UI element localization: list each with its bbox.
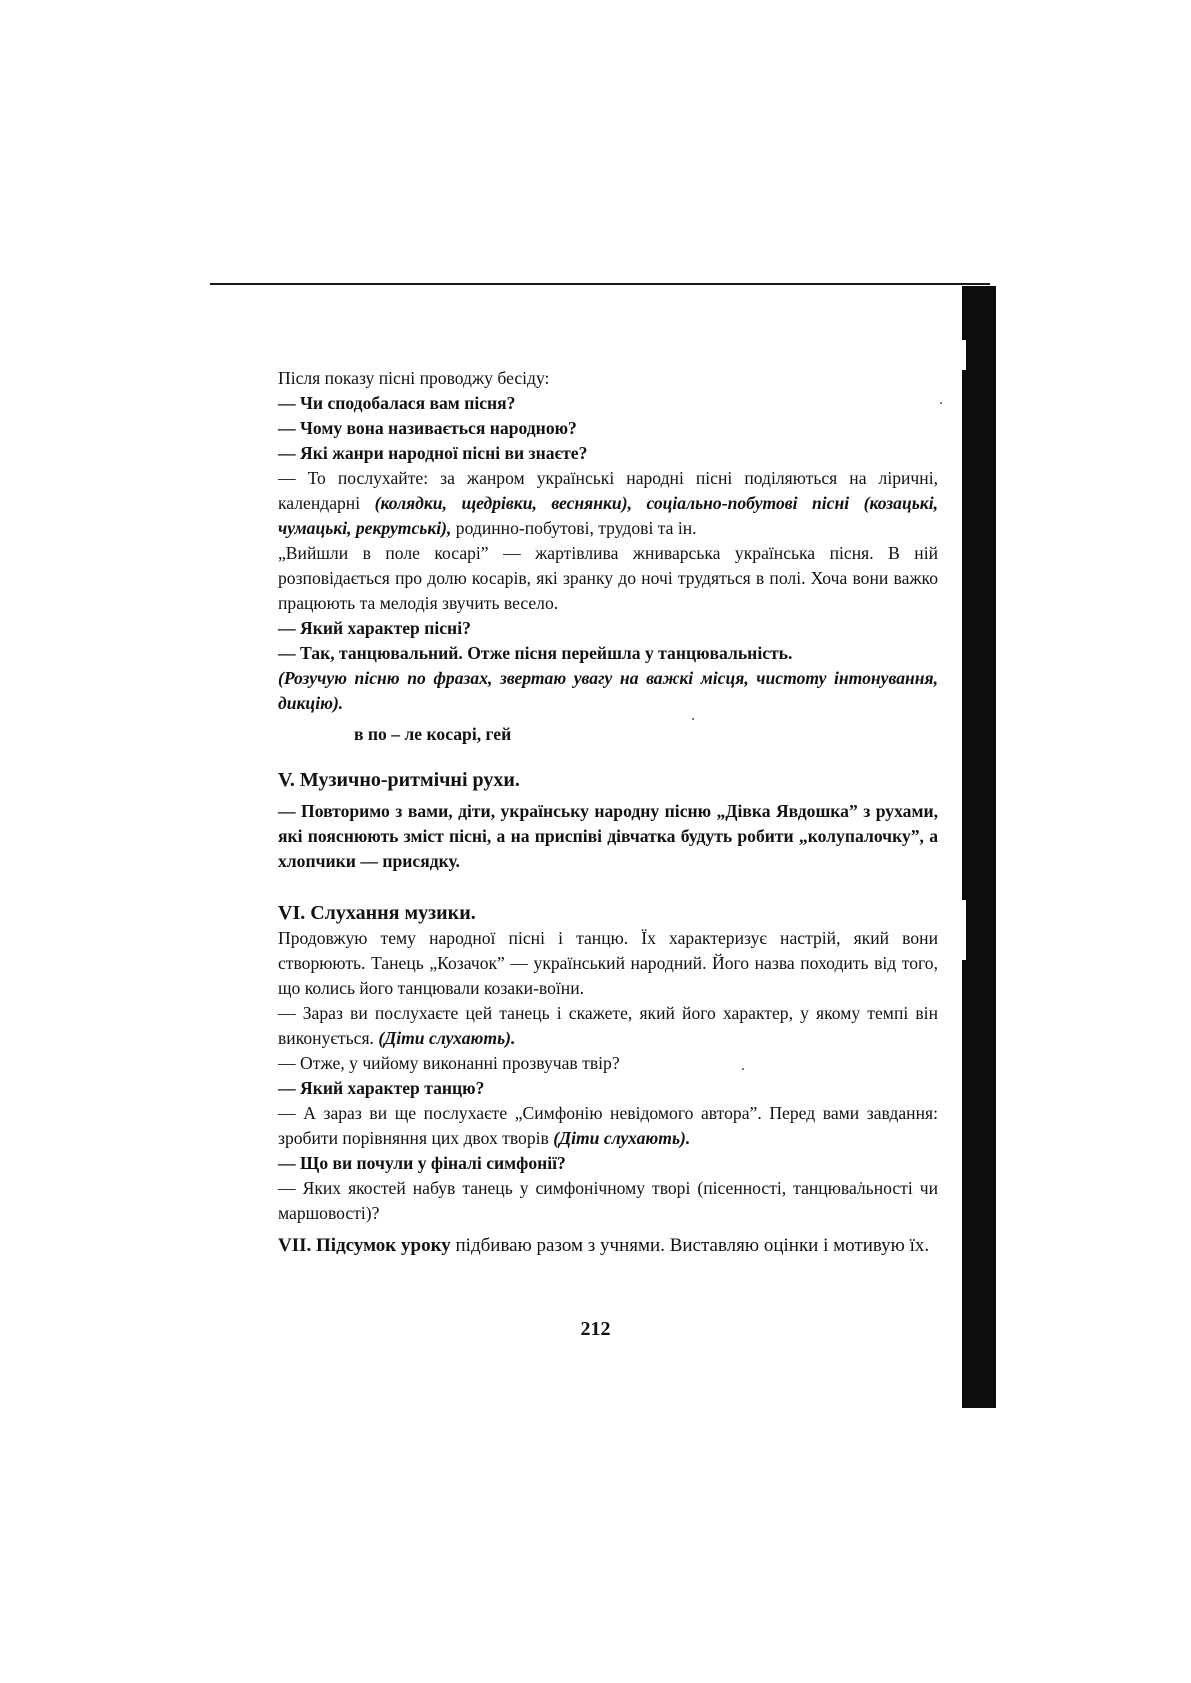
answer-4: — Так, танцювальний. Отже пісня перейшла у танцювальність. (278, 643, 793, 663)
question-1: — Чи сподобалася вам пісня? (278, 393, 516, 413)
scan-edge-notch (958, 900, 966, 960)
section-6-paragraph-3: — Отже, у чийому виконанні прозвучав твір? (278, 1053, 620, 1073)
intro-text: Після показу пісні проводжу бесіду: (278, 368, 550, 388)
section-6-paragraph-4: — Який характер танцю? (278, 1078, 485, 1098)
section-7-summary (278, 1232, 938, 1260)
section-5-text: — Повторимо з вами, діти, українську народну пісню „Дівка Явдошка” з рухами, які пояснюють зміст пісні, а на приспіві дівчатка будуть робити „колупалочку”, а хлопчики — присядку. (278, 801, 938, 871)
learning-note: (Розучую пісню по фразах, звертаю увагу на важкі місця, чистоту інтонування, дикцію). (278, 668, 938, 713)
section-6-p5-italic: (Діти слухають). (553, 1128, 691, 1148)
section-7-text: підбиваю разом з учнями. Виставляю оцінки і мотивую їх. (450, 1235, 930, 1256)
section-6-p5-text: — А зараз ви ще послухаєте „Симфонію невідомого автора”. Перед вами завдання: зробити порівняння цих двох творів (278, 1103, 938, 1148)
section-5-heading: V. Музично-ритмічні рухи. (278, 769, 520, 791)
document-page (278, 366, 938, 1260)
question-2: — Чому вона називається народною? (278, 418, 577, 438)
section-6-paragraph-2 (278, 1001, 938, 1051)
section-6-heading: VI. Слухання музики. (278, 902, 476, 924)
page-number: 212 (580, 1318, 611, 1340)
section-6-paragraph-7: — Яких якостей набув танець у симфонічному творі (пісенності, танцювальності чи маршовості)? (278, 1178, 938, 1223)
question-4: — Який характер пісні? (278, 618, 471, 638)
genres-text-b: родинно-побутові, трудові та ін. (451, 518, 697, 538)
scan-shadow-edge (962, 286, 996, 1408)
song-description: „Вийшли в поле косарі” — жартівлива жниварська українська пісня. В ній розповідається про долю косарів, які зранку до ночі трудяться в полі. Хоча вони важко працюють та мелодія звучить весело. (278, 543, 938, 613)
scan-speck (940, 402, 942, 404)
song-lyric-line: в по – ле косарі, гей (354, 724, 512, 744)
genres-text-italic: (колядки, щедрівки, веснянки), соціально-побутові пісні (козацькі, чумацькі, рекрутські), (278, 493, 938, 538)
scan-edge-notch (958, 340, 966, 370)
genres-text-a: — То послухайте: за жанром українські народні пісні поділяються на ліричні, календарні (278, 468, 938, 513)
section-6-p2-text: — Зараз ви послухаєте цей танець і скажете, який його характер, у якому темпі він виконується. (278, 1003, 938, 1048)
section-7-heading: VII. Підсумок уроку (278, 1235, 451, 1256)
genres-paragraph (278, 466, 938, 541)
question-3: — Які жанри народної пісні ви знаєте? (278, 443, 588, 463)
section-6-paragraph-1: Продовжую тему народної пісні і танцю. Їх характеризує настрій, який вони створюють. Танець „Козачок” — український народний. Його назва походить від того, що колись його танцювали козаки-воїни. (278, 928, 938, 998)
section-6-p2-italic: (Діти слухають). (378, 1028, 516, 1048)
top-scan-rule (210, 283, 990, 285)
section-6-paragraph-6: — Що ви почули у фіналі симфонії? (278, 1153, 566, 1173)
section-6-paragraph-5 (278, 1101, 938, 1151)
